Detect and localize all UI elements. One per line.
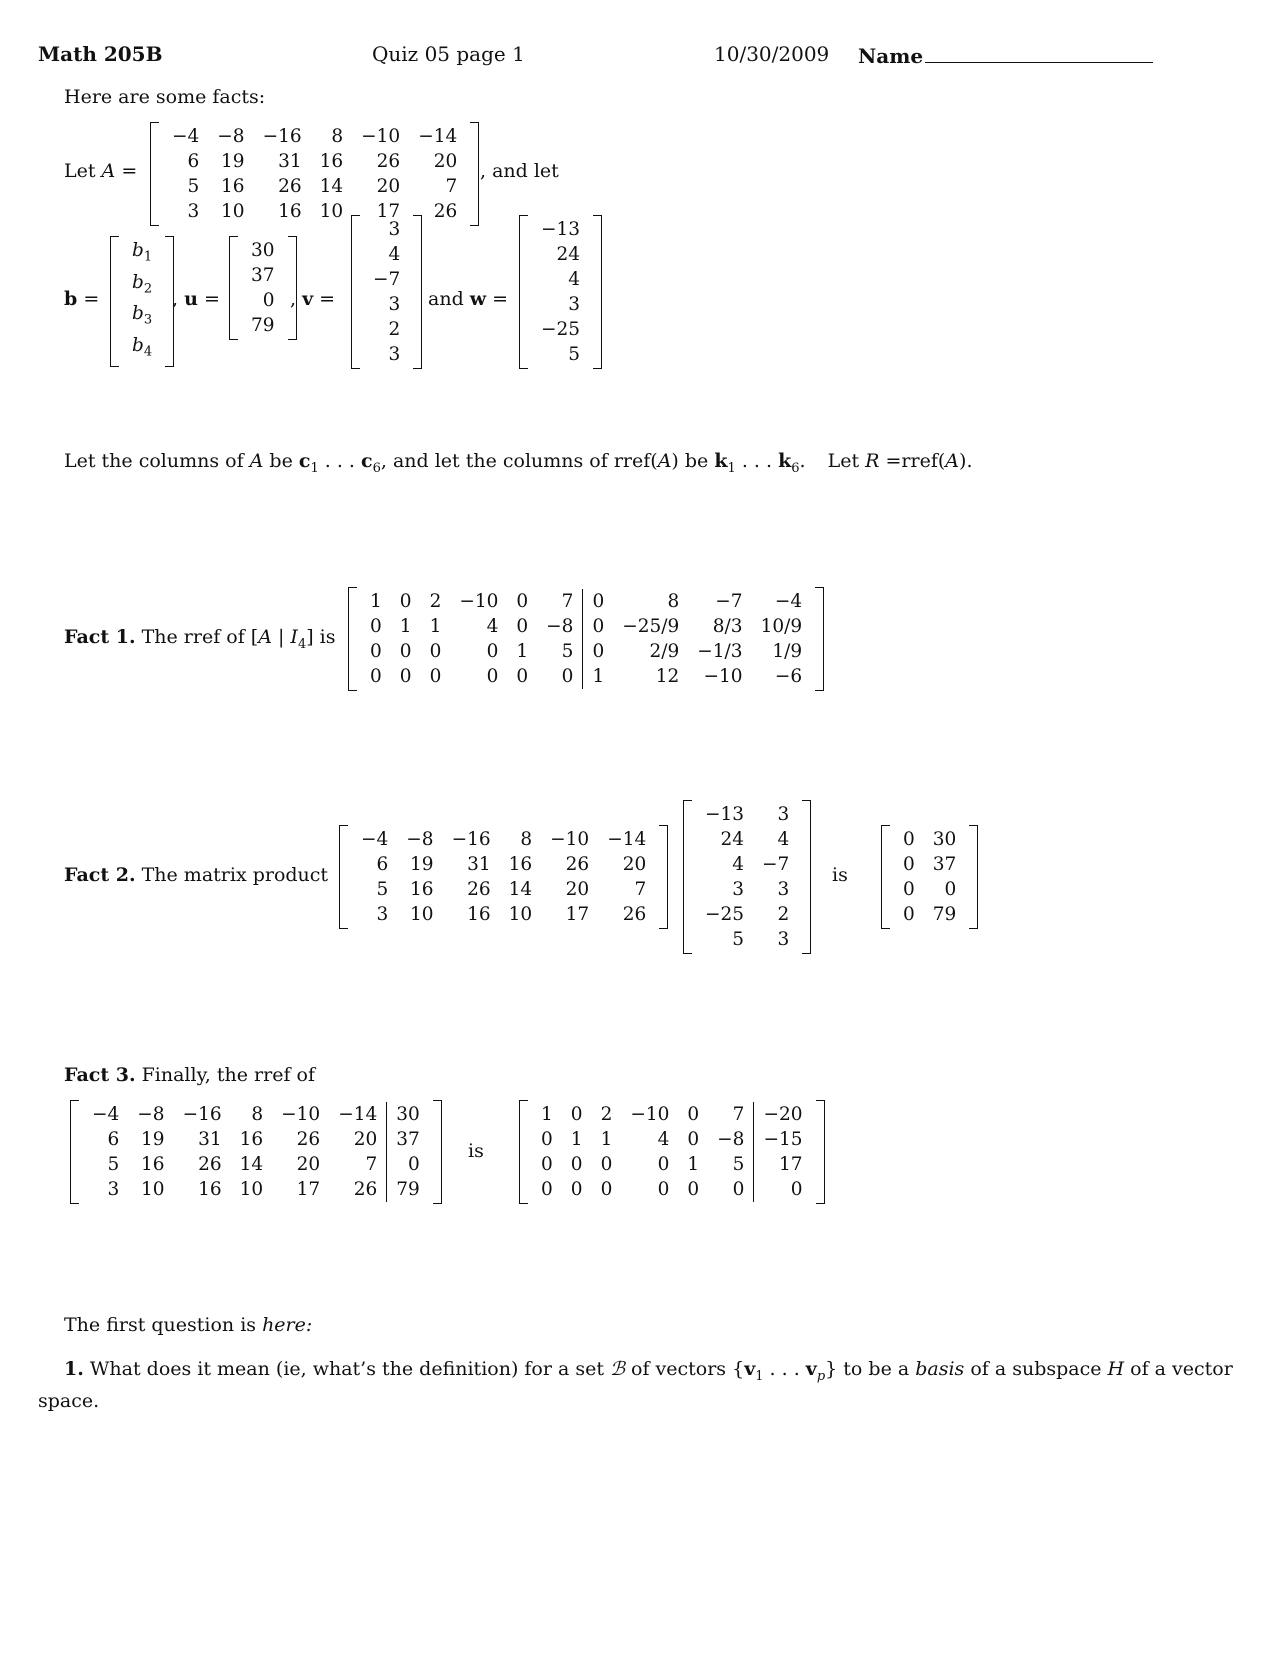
matrix-cell: −4 [92,1104,120,1125]
matrix-cell: 0 [687,1179,700,1200]
matrix-cell: 0 [541,1129,553,1150]
fact1-label: Fact 1. [64,626,136,648]
matrix-cell: 0 [600,1154,613,1175]
matrix-row [364,242,409,267]
matrix-cell: 20 [376,176,401,197]
course-title: Math 205B [38,42,163,66]
matrix-cell: 0 [732,1179,745,1200]
matrix-row [532,1102,812,1127]
matrix-cell: 1 [429,616,442,637]
matrix-cell: 0 [370,666,382,687]
matrix-cell: 3 [777,929,790,950]
fact3-label: Fact 3. [64,1064,136,1086]
matrix-cell: 10 [508,904,533,925]
matrix-cell: 0 [570,1154,583,1175]
matrix-row [123,301,161,333]
matrix-cell: 5 [568,344,581,365]
matrix-cell: −8 [217,126,245,147]
matrix-row [83,1102,429,1127]
matrix-cell: 1 [541,1104,553,1125]
matrix-row [894,827,965,852]
matrix-row [696,852,798,877]
fact2-left-table [352,827,655,927]
matrix-row [123,333,161,365]
matrix-row [242,263,284,288]
matrix-cell: 2 [388,319,401,340]
matrix-cell: 26 [467,879,491,900]
matrix-cell: 24 [720,829,745,850]
intro-text: Here are some facts: [64,86,266,108]
u-label: , u = [172,288,220,310]
matrix-cell: 4 [657,1129,670,1150]
matrix-cell: 0 [903,879,915,900]
matrix-cell: −7 [762,854,790,875]
question-1-number: 1. [64,1358,84,1380]
matrix-row [163,174,466,199]
matrix-cell: 17 [565,904,590,925]
matrix-cell: 26 [296,1129,321,1150]
matrix-cell: 3 [376,904,389,925]
matrix-cell: 31 [278,151,302,172]
matrix-cell: −20 [754,1102,812,1127]
matrix-cell: 0 [561,666,574,687]
matrix-cell: 0 [541,1179,553,1200]
matrix-cell: 1/9 [772,641,803,662]
matrix-row [361,614,811,639]
fact2-right-matrix [683,800,811,954]
matrix-cell: 1 [583,664,613,689]
matrix-cell: 7 [445,176,458,197]
matrix-row [83,1152,429,1177]
matrix-cell: −8 [717,1129,745,1150]
matrix-cell: −8 [546,616,574,637]
matrix-cell: 2 [777,904,790,925]
matrix-cell: 30 [251,240,275,261]
matrix-cell: 1 [516,641,529,662]
columns-sentence: Let the columns of A be $c_1$ . . . $c_6$, and let the columns of rref(A) be $k_1$ . . . $k_6$. Let R =rref(A). [64,450,973,476]
matrix-cell: 0 [387,1152,429,1177]
matrix-cell: 26 [376,151,401,172]
matrix-cell: 0 [903,904,915,925]
fact2-right-table [696,802,798,952]
matrix-cell: −10 [281,1104,321,1125]
matrix-cell: 0 [429,666,442,687]
fact1-matrix [348,587,824,691]
matrix-cell: 10 [141,1179,165,1200]
matrix-cell: −4 [172,126,200,147]
matrix-row [696,802,798,827]
matrix-cell: 10/9 [760,616,803,637]
matrix-row [532,217,589,242]
matrix-row [352,877,655,902]
fact3-is: is [468,1140,484,1162]
name-line[interactable] [925,42,1153,63]
matrix-cell: 0 [399,641,412,662]
matrix-cell: 0 [516,666,529,687]
matrix-cell: 0 [399,666,412,687]
matrix-cell: 16 [410,879,434,900]
matrix-cell: 7 [732,1104,745,1125]
matrix-cell: 30 [932,829,957,850]
matrix-cell: 26 [353,1179,378,1200]
matrix-cell: 8/3 [712,616,743,637]
question-intro: The first question is here: [64,1314,313,1336]
b-label: b = [64,288,100,310]
matrix-row [352,827,655,852]
matrix-row [532,292,589,317]
matrix-cell: 1 [570,1129,583,1150]
w-label: and w = [428,288,509,310]
matrix-cell: 20 [565,879,590,900]
fact3-right-matrix [519,1100,825,1204]
matrix-cell: 0 [570,1104,583,1125]
matrix-cell: 26 [198,1154,222,1175]
matrix-row [361,639,811,664]
fact3-right-table [532,1102,812,1202]
matrix-cell: 26 [565,854,590,875]
matrix-cell: 3 [388,219,401,240]
matrix-cell: 3 [777,879,790,900]
vector-w-table [532,217,589,367]
matrix-cell: −13 [705,804,745,825]
matrix-cell: $b_1$ [132,240,153,265]
matrix-cell: 2/9 [649,641,680,662]
matrix-cell: 1 [370,591,382,612]
name-label: Name [858,44,924,68]
matrix-cell: −7 [373,269,401,290]
matrix-cell: 19 [221,151,245,172]
matrix-cell: −6 [774,666,803,687]
matrix-row [123,270,161,302]
matrix-row [532,1177,812,1202]
matrix-cell: 3 [777,804,790,825]
matrix-cell: 0 [370,616,382,637]
fact2-result-matrix [881,825,978,929]
matrix-cell: −8 [406,829,434,850]
matrix-cell: 0 [516,616,529,637]
matrix-cell: 0 [903,854,915,875]
matrix-cell: 16 [239,1129,264,1150]
matrix-cell: 0 [429,641,442,662]
matrix-cell: 10 [239,1179,264,1200]
matrix-row [364,317,409,342]
fact3-desc: Finally, the rref of [141,1064,315,1086]
matrix-row [532,1152,812,1177]
name-field[interactable] [858,42,1153,68]
matrix-cell: 5 [107,1154,120,1175]
fact2-desc: The matrix product [141,864,329,886]
matrix-cell: −8 [137,1104,165,1125]
let-a-label [64,160,137,182]
matrix-row [532,1127,812,1152]
matrix-cell: 37 [932,854,957,875]
matrix-cell: 14 [239,1154,264,1175]
matrix-cell: −1/3 [697,641,743,662]
fact3-text [64,1064,315,1086]
matrix-cell: $b_2$ [132,271,153,297]
matrix-cell: 0 [583,639,613,664]
let-a-suffix: , and let [480,160,559,182]
matrix-cell: −14 [607,829,647,850]
matrix-a [150,122,479,226]
fact1-text: Fact 1. The rref of [A | $I_4$] is [64,626,336,652]
matrix-cell: 79 [387,1177,429,1202]
matrix-row [696,827,798,852]
matrix-cell: 79 [932,904,957,925]
matrix-cell: 1 [687,1154,700,1175]
matrix-cell: −25/9 [622,616,680,637]
matrix-cell: 0 [754,1177,812,1202]
matrix-cell: 7 [561,591,574,612]
matrix-cell: 20 [296,1154,321,1175]
matrix-cell: −25 [541,319,581,340]
matrix-cell: 5 [187,176,200,197]
matrix-cell: −16 [182,1104,222,1125]
matrix-cell: 26 [622,904,647,925]
matrix-cell: −14 [338,1104,378,1125]
matrix-row [163,124,466,149]
matrix-cell: 16 [221,176,245,197]
matrix-cell: 10 [410,904,434,925]
matrix-cell: 0 [570,1179,583,1200]
fact3-left-matrix [70,1100,442,1204]
matrix-cell: 0 [541,1154,553,1175]
matrix-a-table [163,124,466,224]
matrix-cell: 20 [353,1129,378,1150]
matrix-cell: 30 [387,1102,429,1127]
matrix-cell: 12 [655,666,680,687]
matrix-cell: −10 [459,591,499,612]
matrix-cell: 3 [568,294,581,315]
matrix-cell: −10 [630,1104,670,1125]
matrix-cell: −4 [361,829,389,850]
matrix-cell: 14 [508,879,533,900]
matrix-cell: 0 [944,879,957,900]
matrix-row [83,1177,429,1202]
matrix-cell: 16 [141,1154,165,1175]
matrix-cell: 6 [187,151,200,172]
matrix-row [532,267,589,292]
vector-b-table [123,238,161,365]
matrix-cell: 5 [376,879,389,900]
matrix-cell: 3 [388,294,401,315]
matrix-cell: 0 [370,641,382,662]
matrix-cell: 26 [278,176,302,197]
matrix-cell: 6 [107,1129,120,1150]
matrix-cell: 37 [251,265,275,286]
matrix-cell: 0 [262,290,275,311]
matrix-cell: 0 [399,591,412,612]
matrix-cell: 4 [777,829,790,850]
matrix-cell: 31 [467,854,491,875]
matrix-cell: 2 [429,591,442,612]
vector-w [519,215,602,369]
fact1-matrix-table [361,589,811,689]
matrix-cell: 0 [600,1179,613,1200]
matrix-cell: −15 [754,1127,812,1152]
vector-v [351,215,422,369]
matrix-row [532,317,589,342]
matrix-cell: 14 [319,176,344,197]
matrix-cell: 10 [319,201,344,222]
matrix-cell: −10 [361,126,401,147]
matrix-cell: 31 [198,1129,222,1150]
matrix-cell: 7 [365,1154,378,1175]
matrix-cell: 2 [600,1104,613,1125]
fact2-label: Fact 2. [64,864,136,886]
fact3-left-table [83,1102,429,1202]
matrix-cell: 8 [667,591,680,612]
matrix-cell: −4 [774,591,803,612]
matrix-cell: −10 [703,666,743,687]
matrix-cell: 3 [187,201,200,222]
matrix-row [242,238,284,263]
matrix-cell: 0 [583,614,613,639]
matrix-cell: 16 [508,854,533,875]
matrix-cell: 0 [516,591,529,612]
matrix-cell: 17 [376,201,401,222]
matrix-row [123,238,161,270]
matrix-row [242,313,284,338]
matrix-row [894,902,965,927]
matrix-cell: 8 [520,829,533,850]
matrix-row [696,927,798,952]
matrix-cell: 20 [622,854,647,875]
matrix-cell: −25 [705,904,745,925]
matrix-cell: 7 [634,879,647,900]
matrix-cell: 16 [198,1179,222,1200]
fact2-is: is [832,864,848,886]
matrix-row [364,292,409,317]
matrix-cell: 5 [732,1154,745,1175]
matrix-cell: 0 [486,666,499,687]
matrix-cell: −13 [541,219,581,240]
matrix-cell: 8 [331,126,344,147]
matrix-cell: 10 [221,201,245,222]
fact2-left-matrix [339,825,668,929]
matrix-cell: 20 [433,151,458,172]
matrix-row [696,877,798,902]
matrix-row [361,664,811,689]
matrix-cell: 0 [583,589,613,614]
matrix-row [242,288,284,313]
matrix-row [361,589,811,614]
quiz-title: Quiz 05 page 1 [372,42,525,66]
matrix-cell: 4 [486,616,499,637]
quiz-date: 10/30/2009 [714,42,830,66]
matrix-cell: 4 [388,244,401,265]
matrix-row [364,342,409,367]
matrix-cell: 4 [732,854,745,875]
matrix-cell: 6 [376,854,389,875]
matrix-cell: $b_3$ [132,303,153,329]
matrix-cell: 3 [388,344,401,365]
matrix-row [352,902,655,927]
matrix-row [696,902,798,927]
matrix-cell: 0 [657,1179,670,1200]
matrix-cell: 16 [319,151,344,172]
matrix-cell: 8 [251,1104,264,1125]
fact2-text [64,864,328,886]
matrix-row [364,267,409,292]
matrix-cell: 5 [561,641,574,662]
vector-u-table [242,238,284,338]
matrix-cell: 1 [600,1129,613,1150]
matrix-cell: 0 [687,1104,700,1125]
fact2-result-table [894,827,965,927]
matrix-cell: 17 [296,1179,321,1200]
matrix-cell: 26 [433,201,458,222]
vector-b [110,236,174,367]
matrix-row [532,342,589,367]
matrix-cell: −7 [715,591,743,612]
question-1: 1. What does it mean (ie, what’s the definition) for a set ℬ of vectors {$v_1$ . . . $v_p$} to be a basis of a subspace H of a vector space. [38,1358,1233,1412]
matrix-cell: −16 [451,829,491,850]
matrix-cell: −10 [550,829,590,850]
matrix-cell: −14 [418,126,458,147]
matrix-row [163,149,466,174]
matrix-cell: 19 [410,854,434,875]
matrix-row [83,1127,429,1152]
matrix-cell: 0 [657,1154,670,1175]
matrix-cell: 79 [251,315,275,336]
matrix-cell: 1 [399,616,412,637]
v-label: , v = [290,288,336,310]
matrix-cell: 3 [107,1179,120,1200]
matrix-cell: 0 [903,829,915,850]
let-a-prefix: Let A = [64,160,138,182]
matrix-cell: 3 [732,879,745,900]
matrix-cell: 0 [687,1129,700,1150]
vector-v-table [364,217,409,367]
matrix-cell: 0 [486,641,499,662]
matrix-cell: 24 [556,244,581,265]
matrix-cell: 37 [387,1127,429,1152]
matrix-cell: 17 [754,1152,812,1177]
matrix-row [532,242,589,267]
matrix-row [352,852,655,877]
matrix-row [894,877,965,902]
matrix-cell: 16 [467,904,491,925]
matrix-cell: 19 [141,1129,165,1150]
matrix-cell: $b_4$ [132,335,153,360]
matrix-cell: −16 [262,126,302,147]
matrix-cell: 4 [568,269,581,290]
vector-u [229,236,297,340]
matrix-cell: 5 [732,929,745,950]
matrix-cell: 16 [278,201,302,222]
matrix-row [364,217,409,242]
matrix-row [894,852,965,877]
